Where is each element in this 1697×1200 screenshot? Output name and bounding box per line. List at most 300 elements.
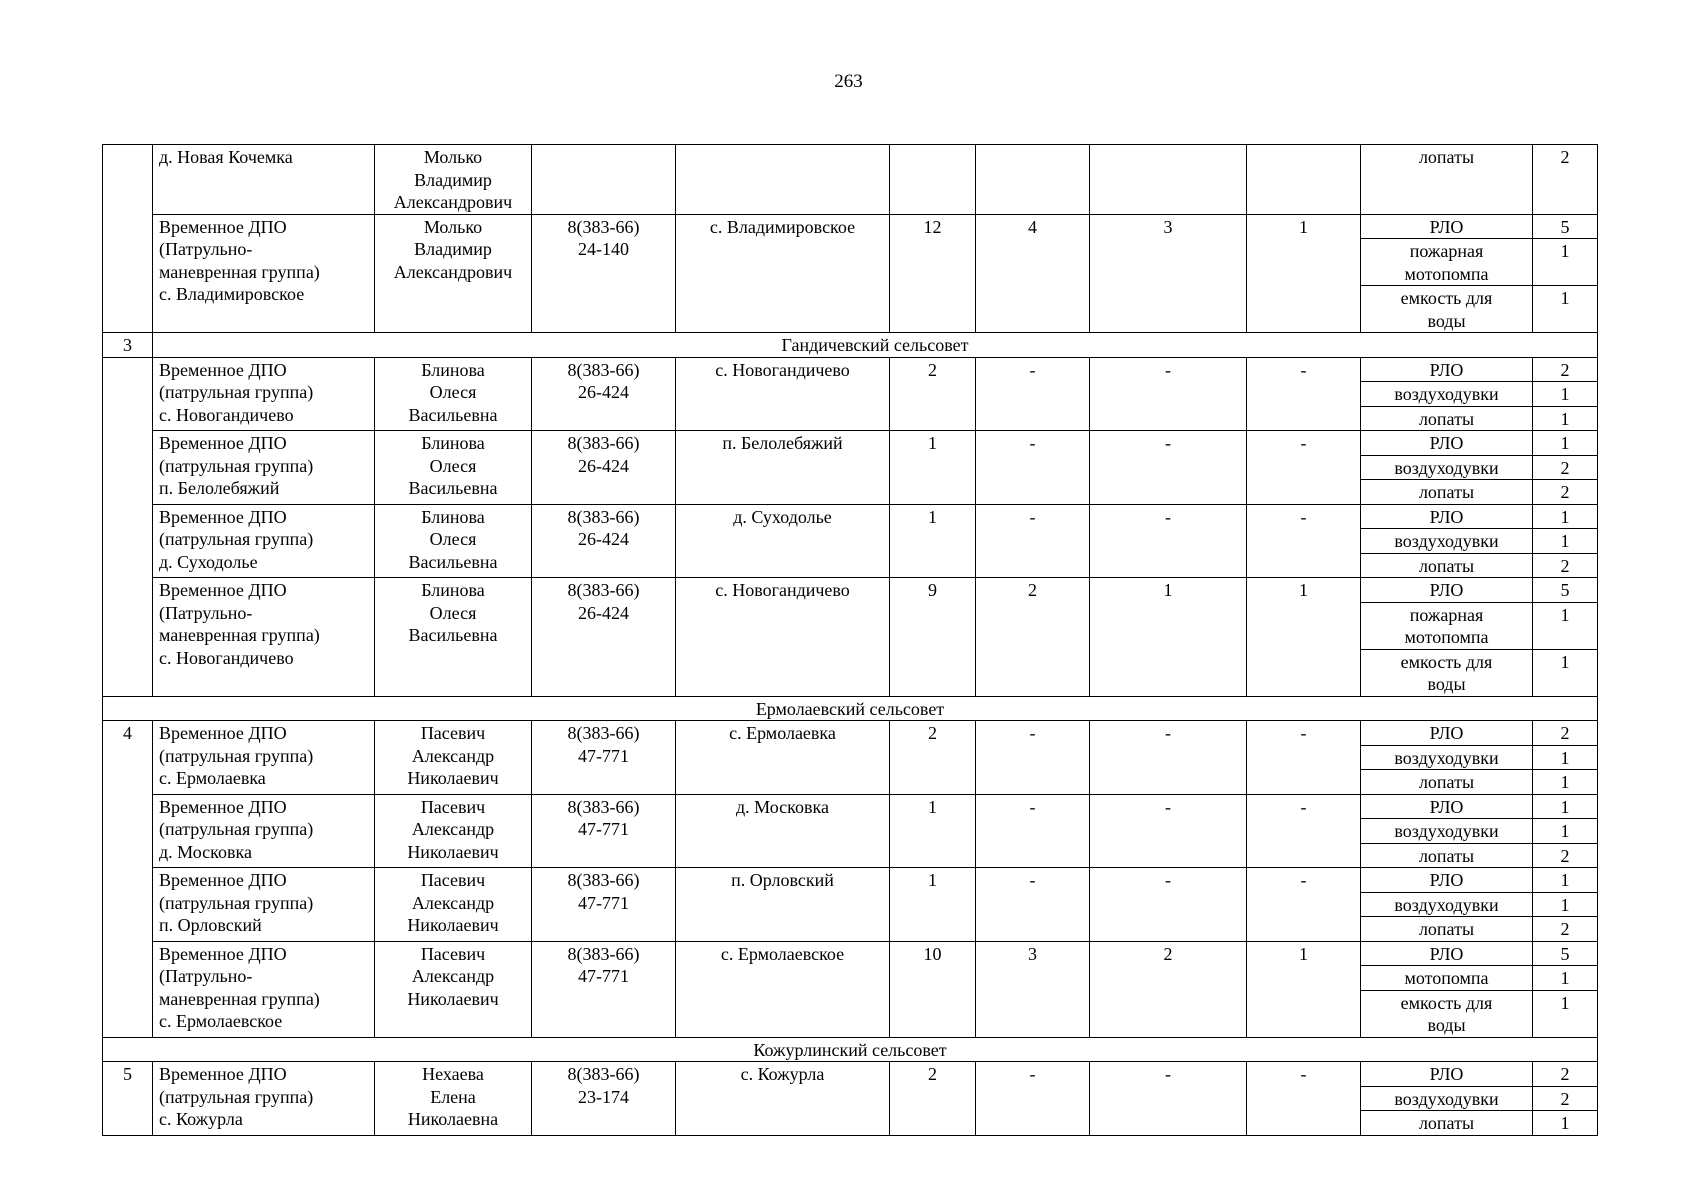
count-c5: [890, 145, 976, 215]
equipment-item-line: РЛО: [1429, 1064, 1464, 1084]
count-c8-line: -: [1300, 506, 1307, 527]
table-row: [103, 214, 1598, 239]
count-c6: [976, 794, 1090, 868]
phone-line: 26-424: [578, 382, 629, 402]
phone-line: 8(383-66): [567, 433, 640, 453]
head-name: [375, 941, 532, 1037]
table-row: [103, 145, 1598, 215]
count-c6: [976, 868, 1090, 942]
equipment-item: [1361, 770, 1533, 795]
table-row: [103, 941, 1598, 966]
count-c7: [1090, 145, 1247, 215]
count-c6-line: -: [1029, 433, 1036, 453]
phone: [532, 357, 676, 431]
equipment-item-line: воздуходувки: [1394, 747, 1499, 768]
equipment-item-line: РЛО: [1429, 796, 1464, 817]
unit-name-line: с. Ермолаевка: [159, 768, 266, 788]
count-c7: [1090, 214, 1247, 333]
count-c7: [1090, 431, 1247, 505]
equipment-qty: [1533, 649, 1598, 696]
location-line: с. Новогандичево: [715, 580, 850, 600]
row-number-line: 3: [123, 335, 132, 355]
unit-name: [153, 578, 375, 697]
equipment-qty-line: 2: [1560, 919, 1570, 939]
count-c5: [890, 431, 976, 505]
equipment-item: [1361, 794, 1533, 819]
unit-name-line: с. Новогандичево: [159, 647, 294, 668]
equipment-item: [1361, 578, 1533, 603]
count-c6-line: -: [1029, 506, 1036, 527]
phone-line: 26-424: [578, 455, 629, 476]
unit-name-line: (патрульная группа): [159, 745, 314, 766]
count-c5-line: 2: [928, 359, 937, 380]
unit-name-line: Временное ДПО: [159, 796, 287, 817]
count-c8-line: -: [1300, 1064, 1307, 1084]
equipment-item: [1361, 721, 1533, 746]
head-name-line: Нехаева: [422, 1064, 484, 1084]
phone: [532, 431, 676, 505]
equipment-item: [1361, 529, 1533, 554]
unit-name-line: маневренная группа): [159, 261, 320, 282]
unit-name-line: (патрульная группа): [159, 892, 314, 913]
equipment-item: [1361, 917, 1533, 942]
equipment-item-line: воздуходувки: [1394, 457, 1499, 478]
row-number-line: 5: [123, 1064, 132, 1084]
phone-line: 8(383-66): [567, 216, 640, 237]
equipment-item-line: емкость для: [1400, 992, 1493, 1013]
head-name-line: Александр: [411, 966, 495, 986]
head-name: [375, 578, 532, 697]
unit-name-line: (патрульная группа): [159, 1086, 314, 1107]
row-number: [103, 333, 153, 358]
phone-line: 47-771: [578, 892, 629, 913]
head-name-line: Блинова: [421, 433, 485, 453]
equipment-qty-line: 1: [1560, 288, 1570, 308]
count-c6-line: -: [1029, 870, 1036, 890]
equipment-item-line: воды: [1427, 310, 1466, 331]
equipment-qty-line: 1: [1560, 968, 1570, 988]
count-c7-line: -: [1165, 433, 1171, 453]
equipment-qty: [1533, 602, 1598, 649]
head-name: [375, 504, 532, 578]
count-c6-line: 2: [1028, 580, 1037, 600]
head-name-line: Молько: [423, 147, 483, 167]
unit-name-line: маневренная группа): [159, 625, 320, 645]
count-c8-line: -: [1300, 359, 1307, 380]
phone-line: 26-424: [578, 529, 629, 549]
count-c8: [1247, 504, 1361, 578]
unit-name: [153, 794, 375, 868]
unit-name-line: Временное ДПО: [159, 359, 287, 380]
count-c7-line: 2: [1163, 943, 1173, 964]
count-c7-line: -: [1165, 870, 1171, 890]
unit-name-line: Временное ДПО: [159, 216, 287, 237]
equipment-item-line: РЛО: [1429, 433, 1464, 453]
equipment-item: [1361, 1086, 1533, 1111]
count-c5-line: 1: [928, 796, 937, 817]
equipment-item-line: лопаты: [1418, 482, 1475, 502]
equipment-qty-line: 1: [1560, 506, 1570, 527]
location-line: с. Владимировское: [709, 216, 856, 237]
unit-name-line: п. Орловский: [159, 915, 262, 935]
location: [676, 941, 890, 1037]
equipment-item: [1361, 966, 1533, 991]
section-title-line: Гандичевский сельсовет: [781, 335, 969, 355]
unit-name: [153, 357, 375, 431]
count-c8-line: 1: [1299, 216, 1308, 237]
table-row: [103, 504, 1598, 529]
phone-line: 26-424: [578, 602, 629, 623]
phone: [532, 578, 676, 697]
equipment-qty: [1533, 721, 1598, 746]
resources-table: [102, 144, 1598, 1136]
phone: [532, 214, 676, 333]
equipment-item: [1361, 553, 1533, 578]
equipment-qty-line: 2: [1560, 555, 1570, 576]
equipment-qty-line: 1: [1560, 1113, 1570, 1133]
phone: [532, 504, 676, 578]
unit-name: [153, 721, 375, 795]
equipment-item-line: лопаты: [1418, 919, 1475, 939]
equipment-item: [1361, 145, 1533, 215]
equipment-qty-line: 1: [1560, 384, 1570, 404]
equipment-qty: [1533, 1086, 1598, 1111]
count-c7-line: 3: [1163, 216, 1173, 237]
phone-line: 8(383-66): [567, 723, 640, 743]
equipment-item-line: емкость для: [1400, 288, 1493, 308]
equipment-qty-line: 2: [1560, 359, 1570, 380]
count-c8: [1247, 214, 1361, 333]
equipment-item: [1361, 214, 1533, 239]
location-line: д. Суходолье: [733, 506, 832, 527]
count-c8: [1247, 578, 1361, 697]
count-c5: [890, 214, 976, 333]
equipment-item-line: лопаты: [1418, 845, 1475, 866]
equipment-item-line: РЛО: [1429, 216, 1464, 237]
equipment-qty: [1533, 770, 1598, 795]
count-c8: [1247, 794, 1361, 868]
count-c6-line: -: [1029, 723, 1036, 743]
equipment-qty: [1533, 431, 1598, 456]
section-row: [103, 1037, 1598, 1062]
location-line: с. Ермолаевка: [729, 723, 836, 743]
table-row: [103, 578, 1598, 603]
table-row: [103, 868, 1598, 893]
head-name-line: Александр: [411, 819, 495, 839]
unit-name-line: с. Новогандичево: [159, 404, 294, 425]
section-title-line: Кожурлинский сельсовет: [753, 1039, 947, 1060]
count-c6: [976, 431, 1090, 505]
head-name-line: Пасевич: [420, 870, 486, 890]
equipment-qty: [1533, 553, 1598, 578]
head-name-line: Блинова: [421, 580, 485, 600]
head-name-line: Васильевна: [408, 625, 498, 645]
phone: [532, 1062, 676, 1136]
unit-name-line: Временное ДПО: [159, 433, 287, 453]
count-c5-line: 9: [928, 580, 937, 600]
equipment-qty-line: 5: [1560, 943, 1570, 964]
head-name-line: Александрович: [393, 192, 513, 212]
equipment-item-line: РЛО: [1429, 359, 1464, 380]
unit-name-line: Временное ДПО: [159, 506, 287, 527]
equipment-qty: [1533, 1062, 1598, 1087]
equipment-item: [1361, 357, 1533, 382]
count-c8-line: -: [1300, 433, 1307, 453]
equipment-item-line: воздуходувки: [1394, 384, 1499, 404]
row-number: [103, 1062, 153, 1136]
equipment-item-line: РЛО: [1429, 943, 1464, 964]
equipment-qty: [1533, 843, 1598, 868]
equipment-item-line: лопаты: [1418, 772, 1475, 792]
table-row: [103, 357, 1598, 382]
unit-name-line: маневренная группа): [159, 988, 320, 1009]
head-name: [375, 868, 532, 942]
unit-name: [153, 868, 375, 942]
phone-line: 8(383-66): [567, 359, 640, 380]
unit-name-line: д. Московка: [159, 841, 252, 862]
equipment-item: [1361, 819, 1533, 844]
equipment-item-line: лопаты: [1418, 408, 1475, 429]
count-c8: [1247, 431, 1361, 505]
phone-line: 24-140: [578, 239, 629, 259]
equipment-qty: [1533, 990, 1598, 1037]
count-c5-line: 1: [928, 870, 937, 890]
equipment-qty: [1533, 214, 1598, 239]
equipment-qty-line: 1: [1560, 241, 1570, 261]
count-c5: [890, 357, 976, 431]
count-c6-line: 3: [1028, 943, 1037, 964]
equipment-item: [1361, 431, 1533, 456]
equipment-item: [1361, 990, 1533, 1037]
phone-line: 47-771: [578, 745, 629, 766]
equipment-item: [1361, 602, 1533, 649]
table-row: [103, 794, 1598, 819]
equipment-item: [1361, 868, 1533, 893]
count-c8: [1247, 721, 1361, 795]
equipment-item-line: воздуходувки: [1394, 894, 1499, 915]
equipment-item-line: пожарная: [1409, 241, 1484, 261]
equipment-qty-line: 2: [1560, 482, 1570, 502]
count-c6-line: -: [1029, 359, 1036, 380]
head-name-line: Олеся: [429, 455, 477, 476]
location-line: с. Ермолаевское: [720, 943, 845, 964]
equipment-item: [1361, 382, 1533, 407]
location: [676, 431, 890, 505]
equipment-item: [1361, 480, 1533, 505]
count-c7: [1090, 721, 1247, 795]
equipment-qty: [1533, 917, 1598, 942]
equipment-item: [1361, 239, 1533, 286]
head-name: [375, 145, 532, 215]
section-row: [103, 696, 1598, 721]
head-name-line: Николаевна: [407, 1109, 499, 1129]
phone-line: 8(383-66): [567, 1064, 640, 1084]
equipment-item: [1361, 286, 1533, 333]
count-c5-line: 10: [923, 943, 942, 964]
count-c6-line: -: [1029, 1064, 1036, 1084]
row-number: [103, 145, 153, 333]
head-name-line: Николаевич: [407, 915, 499, 935]
count-c5: [890, 721, 976, 795]
count-c8: [1247, 941, 1361, 1037]
count-c6: [976, 578, 1090, 697]
count-c8-line: 1: [1299, 943, 1308, 964]
phone: [532, 868, 676, 942]
equipment-qty-line: 1: [1560, 747, 1570, 768]
equipment-qty-line: 2: [1560, 1064, 1570, 1084]
head-name-line: Николаевич: [407, 988, 499, 1009]
count-c8: [1247, 357, 1361, 431]
count-c6-line: 4: [1028, 216, 1037, 237]
equipment-item-line: РЛО: [1429, 870, 1464, 890]
head-name-line: Александр: [411, 745, 495, 766]
count-c5: [890, 941, 976, 1037]
equipment-qty-line: 5: [1560, 216, 1570, 237]
count-c8-line: -: [1300, 796, 1307, 817]
equipment-item: [1361, 649, 1533, 696]
equipment-qty: [1533, 868, 1598, 893]
equipment-qty: [1533, 382, 1598, 407]
location: [676, 1062, 890, 1136]
equipment-item-line: мотопомпа: [1404, 968, 1489, 988]
equipment-item: [1361, 504, 1533, 529]
count-c6: [976, 941, 1090, 1037]
count-c8: [1247, 145, 1361, 215]
equipment-item-line: лопаты: [1418, 555, 1475, 576]
count-c8-line: 1: [1299, 580, 1308, 600]
table-row: [103, 721, 1598, 746]
equipment-qty-line: 2: [1560, 1088, 1570, 1109]
phone: [532, 941, 676, 1037]
equipment-item-line: РЛО: [1429, 506, 1464, 527]
unit-name-line: Временное ДПО: [159, 1064, 287, 1084]
equipment-qty-line: 1: [1560, 604, 1570, 625]
count-c7: [1090, 941, 1247, 1037]
head-name-line: Молько: [423, 216, 483, 237]
equipment-item: [1361, 455, 1533, 480]
unit-name-line: д. Новая Кочемка: [159, 147, 293, 167]
equipment-item-line: воздуходувки: [1394, 1088, 1499, 1109]
equipment-item-line: емкость для: [1400, 651, 1493, 672]
head-name-line: Олеся: [429, 602, 477, 623]
equipment-qty: [1533, 819, 1598, 844]
equipment-qty-line: 1: [1560, 408, 1570, 429]
count-c7-line: -: [1165, 723, 1171, 743]
equipment-qty: [1533, 480, 1598, 505]
equipment-item-line: воздуходувки: [1394, 821, 1499, 841]
section-row: [103, 333, 1598, 358]
unit-name: [153, 941, 375, 1037]
head-name-line: Владимир: [414, 169, 492, 190]
equipment-qty: [1533, 745, 1598, 770]
equipment-qty: [1533, 941, 1598, 966]
head-name-line: Васильевна: [408, 478, 498, 498]
count-c6: [976, 357, 1090, 431]
equipment-qty: [1533, 357, 1598, 382]
equipment-qty: [1533, 504, 1598, 529]
head-name-line: Александр: [411, 892, 495, 913]
equipment-item: [1361, 941, 1533, 966]
count-c5: [890, 794, 976, 868]
unit-name-line: п. Белолебяжий: [159, 478, 280, 498]
unit-name: [153, 214, 375, 333]
count-c7: [1090, 794, 1247, 868]
head-name-line: Блинова: [421, 506, 485, 527]
count-c7-line: 1: [1163, 580, 1173, 600]
unit-name-line: Временное ДПО: [159, 580, 287, 600]
location: [676, 794, 890, 868]
equipment-item: [1361, 1111, 1533, 1136]
count-c7: [1090, 504, 1247, 578]
unit-name-line: д. Суходолье: [159, 551, 258, 572]
phone-line: 8(383-66): [567, 870, 640, 890]
equipment-item: [1361, 406, 1533, 431]
equipment-qty: [1533, 966, 1598, 991]
equipment-qty: [1533, 892, 1598, 917]
count-c7-line: -: [1165, 359, 1171, 380]
equipment-qty-line: 1: [1560, 531, 1570, 551]
table-body: [103, 145, 1598, 1136]
head-name: [375, 721, 532, 795]
count-c6: [976, 214, 1090, 333]
head-name-line: Владимир: [414, 239, 492, 259]
count-c5: [890, 578, 976, 697]
location: [676, 214, 890, 333]
equipment-item-line: лопаты: [1418, 1113, 1475, 1133]
equipment-item: [1361, 892, 1533, 917]
unit-name-line: (патрульная группа): [159, 819, 314, 839]
equipment-item: [1361, 1062, 1533, 1087]
head-name-line: Александрович: [393, 261, 513, 282]
location: [676, 868, 890, 942]
count-c8: [1247, 1062, 1361, 1136]
location-line: с. Кожурла: [740, 1064, 825, 1084]
unit-name-line: с. Кожурла: [159, 1109, 243, 1129]
count-c5: [890, 868, 976, 942]
head-name-line: Пасевич: [420, 796, 486, 817]
count-c7: [1090, 578, 1247, 697]
location-line: п. Орловский: [731, 870, 834, 890]
unit-name-line: (Патрульно-: [159, 239, 253, 259]
equipment-qty-line: 1: [1560, 821, 1570, 841]
phone-line: 8(383-66): [567, 506, 640, 527]
equipment-item: [1361, 843, 1533, 868]
equipment-item-line: воды: [1427, 674, 1466, 694]
equipment-qty-line: 1: [1560, 870, 1570, 890]
location: [676, 357, 890, 431]
count-c6: [976, 504, 1090, 578]
location-line: п. Белолебяжий: [722, 433, 843, 453]
section-title: [103, 696, 1598, 721]
unit-name-line: с. Ермолаевское: [159, 1011, 283, 1031]
count-c5: [890, 504, 976, 578]
count-c6: [976, 145, 1090, 215]
head-name-line: Васильевна: [408, 551, 498, 572]
unit-name-line: Временное ДПО: [159, 870, 287, 890]
section-title: [103, 1037, 1598, 1062]
unit-name-line: (Патрульно-: [159, 602, 253, 623]
phone-line: 47-771: [578, 966, 629, 986]
equipment-item-line: мотопомпа: [1404, 627, 1489, 647]
phone-line: 23-174: [578, 1086, 629, 1107]
equipment-item-line: РЛО: [1429, 580, 1464, 600]
location: [676, 145, 890, 215]
head-name-line: Олеся: [429, 529, 477, 549]
equipment-item: [1361, 745, 1533, 770]
equipment-qty-line: 1: [1560, 894, 1570, 915]
count-c5: [890, 1062, 976, 1136]
location: [676, 504, 890, 578]
